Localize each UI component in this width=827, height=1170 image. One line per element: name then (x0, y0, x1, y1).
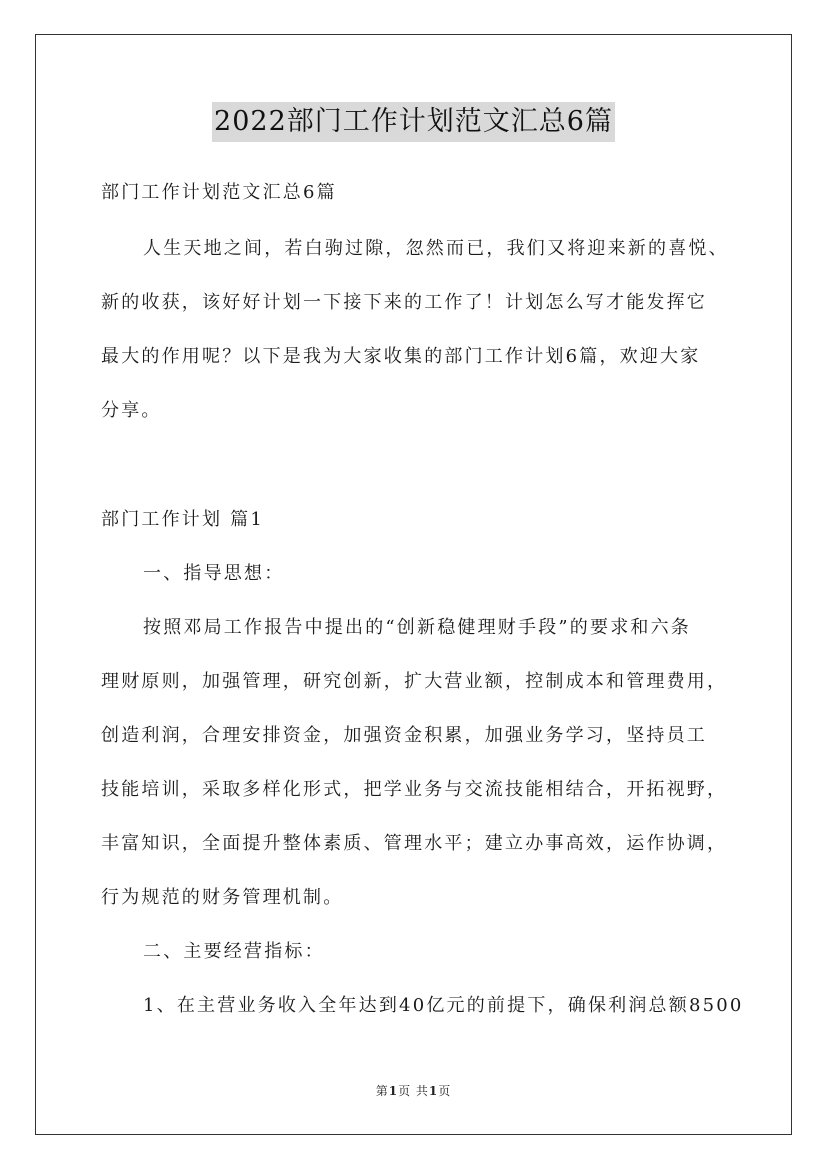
body-line-1: 按照邓局工作报告中提出的“创新稳健理财手段”的要求和六条 (143, 617, 692, 638)
section-heading: 部门工作计划 篇1 (101, 509, 264, 530)
page-footer (0, 1083, 827, 1099)
footer-page-suffix: 页 (438, 1084, 452, 1098)
document-title: 2022部门工作计划范文汇总6篇 (212, 102, 615, 142)
body-line-3: 创造利润，合理安排资金，加强资金积累，加强业务学习，坚持员工 (101, 725, 707, 746)
footer-page-total: 1 (428, 1084, 439, 1098)
document-subtitle: 部门工作计划范文汇总6篇 (101, 182, 337, 203)
heading-main-indicators: 二、主要经营指标： (143, 941, 325, 962)
intro-line-2: 新的收获，该好好计划一下接下来的工作了！计划怎么写才能发挥它 (101, 292, 707, 313)
footer-page-mid: 页 共 (398, 1084, 429, 1098)
body-line-6: 行为规范的财务管理机制。 (101, 887, 344, 908)
intro-line-4: 分享。 (101, 400, 162, 421)
item-1: 1、在主营业务收入全年达到40亿元的前提下，确保利润总额8500 (143, 995, 744, 1016)
body-line-4: 技能培训，采取多样化形式，把学业务与交流技能相结合，开拓视野， (101, 779, 728, 800)
heading-guiding-ideology: 一、指导思想： (143, 563, 285, 584)
body-line-2: 理财原则，加强管理，研究创新，扩大营业额，控制成本和管理费用， (101, 671, 728, 692)
footer-page-prefix: 第 (375, 1084, 389, 1098)
footer-page-number: 1 (388, 1084, 399, 1098)
title-container (0, 102, 827, 142)
intro-line-1: 人生天地之间，若白驹过隙，忽然而已，我们又将迎来新的喜悦、 (143, 238, 729, 259)
body-line-5: 丰富知识，全面提升整体素质、管理水平；建立办事高效，运作协调， (101, 833, 728, 854)
intro-line-3: 最大的作用呢？以下是我为大家收集的部门工作计划6篇，欢迎大家 (101, 346, 701, 367)
